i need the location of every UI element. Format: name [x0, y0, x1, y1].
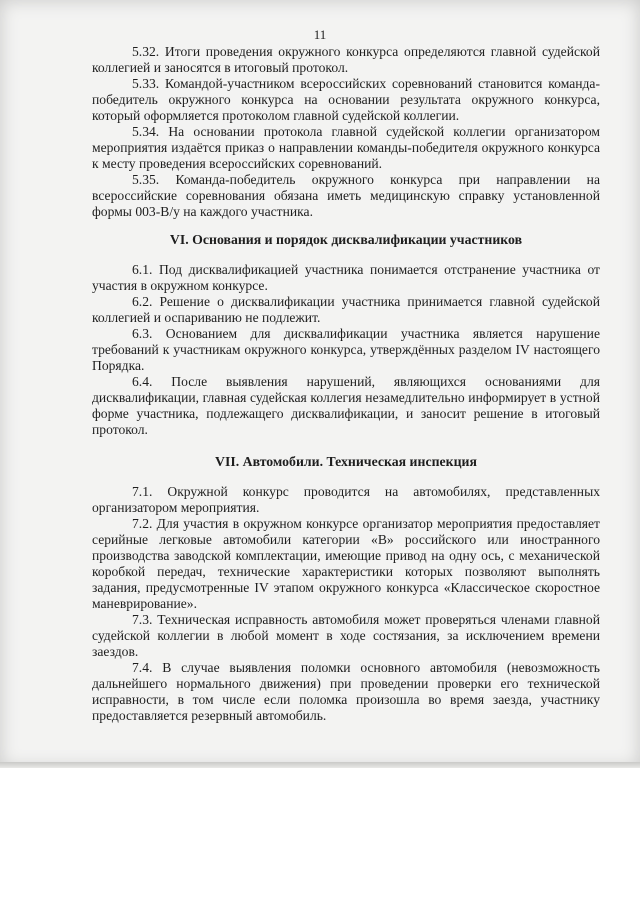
- paragraph-7-1: 7.1. Окружной конкурс проводится на автомобилях, представленных организатором мероприятия.: [92, 484, 600, 515]
- page-number: 11: [313, 27, 327, 42]
- paragraph-5-34: 5.34. На основании протокола главной судейской коллегии организатором мероприятия издаётся приказ о направлении команды-победителя окружного конкурса к месту проведения всероссийских соревнований.: [92, 124, 600, 171]
- paragraph-6-2: 6.2. Решение о дисквалификации участника принимается главной судейской коллегией и оспариванию не подлежит.: [92, 294, 600, 325]
- section-6-heading: VI. Основания и порядок дисквалификации участников: [169, 232, 523, 247]
- paragraph-6-1: 6.1. Под дисквалификацией участника понимается отстранение участника от участия в окружном конкурсе.: [92, 262, 600, 293]
- paragraph-5-33: 5.33. Командой-участником всероссийских соревнований становится команда-победитель окружного конкурса на основании результата окружного конкурса, который оформляется протоколом главной судейской коллегии.: [92, 76, 600, 123]
- paragraph-5-35: 5.35. Команда-победитель окружного конкурса при направлении на всероссийские соревнования обязана иметь медицинскую справку установленной формы 003-В/у на каждого участника.: [92, 172, 600, 219]
- paragraph-6-3: 6.3. Основанием для дисквалификации участника является нарушение требований к участникам окружного конкурса, утверждённых разделом IV настоящего Порядка.: [92, 326, 600, 373]
- paragraph-7-3: 7.3. Техническая исправность автомобиля может проверяться членами главной судейской коллегии в любой момент в ходе состязания, за исключением времени заездов.: [92, 612, 600, 659]
- section-7-heading: VII. Автомобили. Техническая инспекция: [215, 454, 477, 469]
- paragraph-6-4: 6.4. После выявления нарушений, являющихся основаниями для дисквалификации, главная судейская коллегия незамедлительно информирует в устной форме участника, подлежащего дисквалификации, и заносит решение в итоговый протокол.: [92, 374, 600, 437]
- paragraph-5-32: 5.32. Итоги проведения окружного конкурса определяются главной судейской коллегией и заносятся в итоговый протокол.: [92, 44, 600, 75]
- paragraph-7-4: 7.4. В случае выявления поломки основного автомобиля (невозможность дальнейшего нормального движения) при проведении проверки его технической исправности, в том числе если поломка произошла во время заезда, участнику предоставляется резервный автомобиль.: [92, 660, 600, 723]
- paragraph-7-2: 7.2. Для участия в окружном конкурсе организатор мероприятия предоставляет серийные легковые автомобили категории «В» российского или иностранного производства заводской комплектации, имеющие привод на одну ось, с механической коробкой передач, технические характеристики которых позволяют выполнять задания, предусмотренные IV этапом окружного конкурса «Классическое скоростное маневрирование».: [92, 516, 600, 611]
- document-body: [92, 44, 600, 724]
